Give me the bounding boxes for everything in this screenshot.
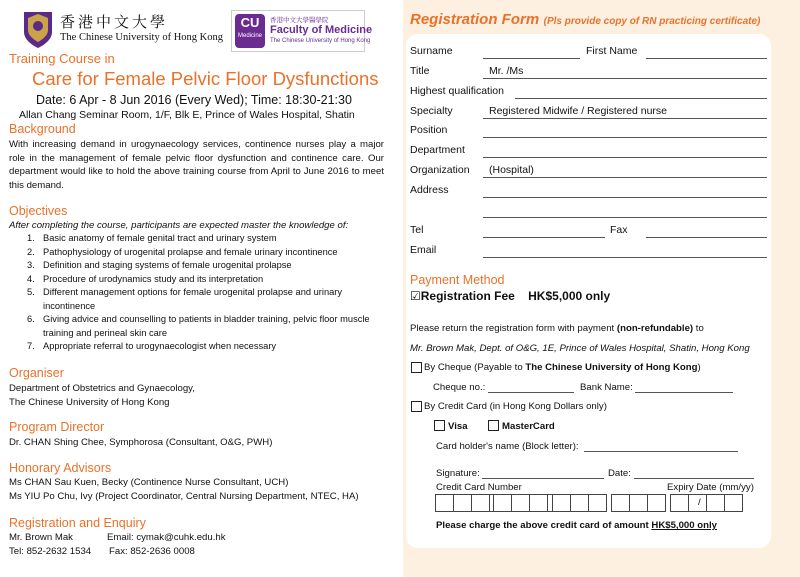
checked-box-icon[interactable]: ☑ [410, 289, 421, 303]
enquiry-tel: Tel: 852-2632 1534 [9, 546, 92, 557]
list-item: 2. Pathophysiology of urogenital prolapse and female urinary incontinence [27, 246, 338, 257]
registration-enquiry-heading: Registration and Enquiry [9, 516, 146, 530]
surname-field[interactable] [483, 58, 580, 59]
address-field-line-1[interactable] [483, 197, 767, 198]
title-value: Mr. /Ms [489, 65, 524, 77]
organization-label: Organization [410, 164, 470, 176]
card-number-label: Credit Card Number [436, 482, 522, 493]
program-director-heading: Program Director [9, 420, 105, 434]
qualification-field[interactable] [515, 98, 767, 99]
card-holder-label: Card holder's name (Block letter): [436, 441, 579, 452]
credit-card-checkbox[interactable] [411, 401, 422, 412]
card-digit-box[interactable] [493, 494, 512, 512]
surname-label: Surname [410, 45, 453, 57]
card-digit-box[interactable] [629, 494, 648, 512]
qualification-label: Highest qualification [410, 85, 504, 97]
background-text: With increasing demand in urogynaecology services, continence nurses play a major role in the management of female pelvic floor dysfunction and continence care. Our department would like to hold the above training course from April to June 2016 to meet this demand. [9, 139, 384, 191]
tel-label: Tel [410, 224, 424, 236]
enquiry-contact: Mr. Brown Mak [9, 532, 73, 543]
advisor-2: Ms YIU Po Chu, Ivy (Project Coordinator, Central Nursing Department, NTEC, HA) [9, 491, 359, 502]
bank-name-label: Bank Name: [580, 382, 633, 393]
cu-medicine-badge: CU Medicine [235, 14, 265, 48]
fom-subtitle: The Chinese University of Hong Kong [270, 38, 371, 44]
cheque-no-field[interactable] [488, 392, 574, 393]
cuhk-chinese-name: 香港中文大學 [60, 13, 169, 31]
objectives-heading: Objectives [9, 204, 68, 218]
list-item: 1. Basic anatomy of female genital tract and urinary system [27, 233, 277, 243]
organization-value: (Hospital) [489, 164, 534, 176]
email-link[interactable]: cymak@cuhk.edu.hk [136, 532, 226, 543]
signature-label: Signature: [436, 468, 480, 479]
list-item: 4. Procedure of urodynamics study and its interpretation [27, 273, 264, 284]
visa-label: Visa [448, 421, 468, 432]
cuhk-english-name: The Chinese University of Hong Kong [60, 32, 224, 43]
return-address: Mr. Brown Mak, Dept. of O&G, 1E, Prince of Wales Hospital, Shatin, Hong Kong [410, 343, 750, 354]
fax-field[interactable] [646, 237, 767, 238]
expiry-year-box[interactable] [706, 494, 725, 512]
faculty-of-medicine-logo [231, 10, 373, 52]
course-venue: Allan Chang Seminar Room, 1/F, Blk E, Prince of Wales Hospital, Shatin [19, 109, 355, 121]
position-field[interactable] [483, 137, 767, 138]
card-digit-box[interactable] [647, 494, 666, 512]
honorary-advisors-heading: Honorary Advisors [9, 461, 112, 475]
charge-instruction: Please charge the above credit card of amount HK$5,000 only [436, 520, 717, 531]
card-digit-box[interactable] [588, 494, 607, 512]
signature-field[interactable] [482, 478, 604, 479]
card-digit-box[interactable] [552, 494, 571, 512]
title-label: Title [410, 65, 430, 77]
enquiry-fax: Fax: 852-2636 0008 [109, 546, 195, 557]
return-instruction: Please return the registration form with payment (non-refundable) to [410, 323, 704, 334]
card-digit-box[interactable] [611, 494, 630, 512]
organiser-line-1: Department of Obstetrics and Gynaecology, [9, 383, 195, 394]
cuhk-logo [22, 10, 224, 50]
expiry-year-box[interactable] [724, 494, 743, 512]
fom-chinese-name: 香港中文大學醫學院 [270, 16, 329, 24]
email-label: Email [410, 244, 437, 256]
cheque-checkbox[interactable] [411, 362, 422, 373]
card-digit-box[interactable] [435, 494, 454, 512]
card-digit-box[interactable] [511, 494, 530, 512]
fom-title: Faculty of Medicine [270, 24, 373, 36]
date-field[interactable] [634, 478, 754, 479]
position-label: Position [410, 124, 448, 136]
card-digit-box[interactable] [453, 494, 472, 512]
cheque-no-label: Cheque no.: [433, 382, 486, 393]
specialty-field[interactable] [483, 118, 767, 119]
list-item: 7. Appropriate referral to urogynaecologist when necessary [27, 341, 277, 351]
department-field[interactable] [483, 157, 767, 158]
background-heading: Background [9, 122, 76, 136]
program-director-name: Dr. CHAN Shing Chee, Symphorosa (Consultant, O&G, PWH) [9, 437, 273, 448]
card-digit-box[interactable] [529, 494, 548, 512]
card-digit-box[interactable] [570, 494, 589, 512]
organiser-line-2: The Chinese University of Hong Kong [9, 397, 170, 408]
list-item: 5. Different management options for female urogenital prolapse and urinary incontinence [27, 287, 343, 311]
cheque-option-label: By Cheque (Payable to The Chinese University of Hong Kong) [424, 362, 701, 373]
expiry-slash: / [698, 497, 701, 508]
card-holder-field[interactable] [584, 451, 738, 452]
bank-name-field[interactable] [635, 392, 733, 393]
objectives-intro: After completing the course, participants are expected master the knowledge of: [9, 220, 349, 231]
expiry-label: Expiry Date (mm/yy) [667, 482, 754, 493]
tel-field[interactable] [483, 237, 605, 238]
organization-field[interactable] [483, 177, 767, 178]
fee-amount: HK$5,000 only [528, 289, 611, 303]
department-label: Department [410, 144, 465, 156]
specialty-value: Registered Midwife / Registered nurse [489, 105, 667, 117]
payment-method-heading: Payment Method [410, 273, 505, 287]
address-label: Address [410, 184, 449, 196]
address-field-line-2[interactable] [483, 217, 767, 218]
fee-label: Registration Fee [420, 289, 515, 303]
expiry-month-box[interactable] [670, 494, 689, 512]
list-item: 3. Definition and staging systems of female urogenital prolapse [27, 260, 292, 270]
first-name-label: First Name [586, 45, 638, 57]
mastercard-label: MasterCard [502, 421, 555, 432]
date-label: Date: [608, 468, 631, 479]
course-prefix: Training Course in [9, 51, 115, 66]
mastercard-checkbox[interactable] [488, 420, 499, 431]
form-title: Registration Form (Pls provide copy of RN practicing certificate) [410, 11, 761, 28]
registration-fee-row [410, 289, 610, 303]
visa-checkbox[interactable] [434, 420, 445, 431]
title-field[interactable] [483, 78, 767, 79]
course-title: Care for Female Pelvic Floor Dysfunctions [32, 68, 379, 89]
email-field[interactable] [483, 257, 767, 258]
advisor-1: Ms CHAN Sau Kuen, Becky (Continence Nurse Consultant, UCH) [9, 477, 289, 488]
objectives-list [9, 232, 384, 354]
course-date: Date: 6 Apr - 8 Jun 2016 (Every Wed); Time: 18:30-21:30 [36, 93, 352, 107]
list-item: 6. Giving advice and counselling to patients in bladder training, pelvic floor muscle training and perineal skin care [27, 314, 370, 338]
organiser-heading: Organiser [9, 366, 64, 380]
credit-card-option-label: By Credit Card (in Hong Kong Dollars only) [424, 401, 607, 412]
cuhk-crest-icon [22, 10, 54, 50]
enquiry-email: Email: cymak@cuhk.edu.hk [107, 532, 226, 543]
specialty-label: Specialty [410, 105, 453, 117]
card-digit-box[interactable] [471, 494, 490, 512]
fax-label: Fax [610, 224, 628, 236]
first-name-field[interactable] [646, 58, 767, 59]
